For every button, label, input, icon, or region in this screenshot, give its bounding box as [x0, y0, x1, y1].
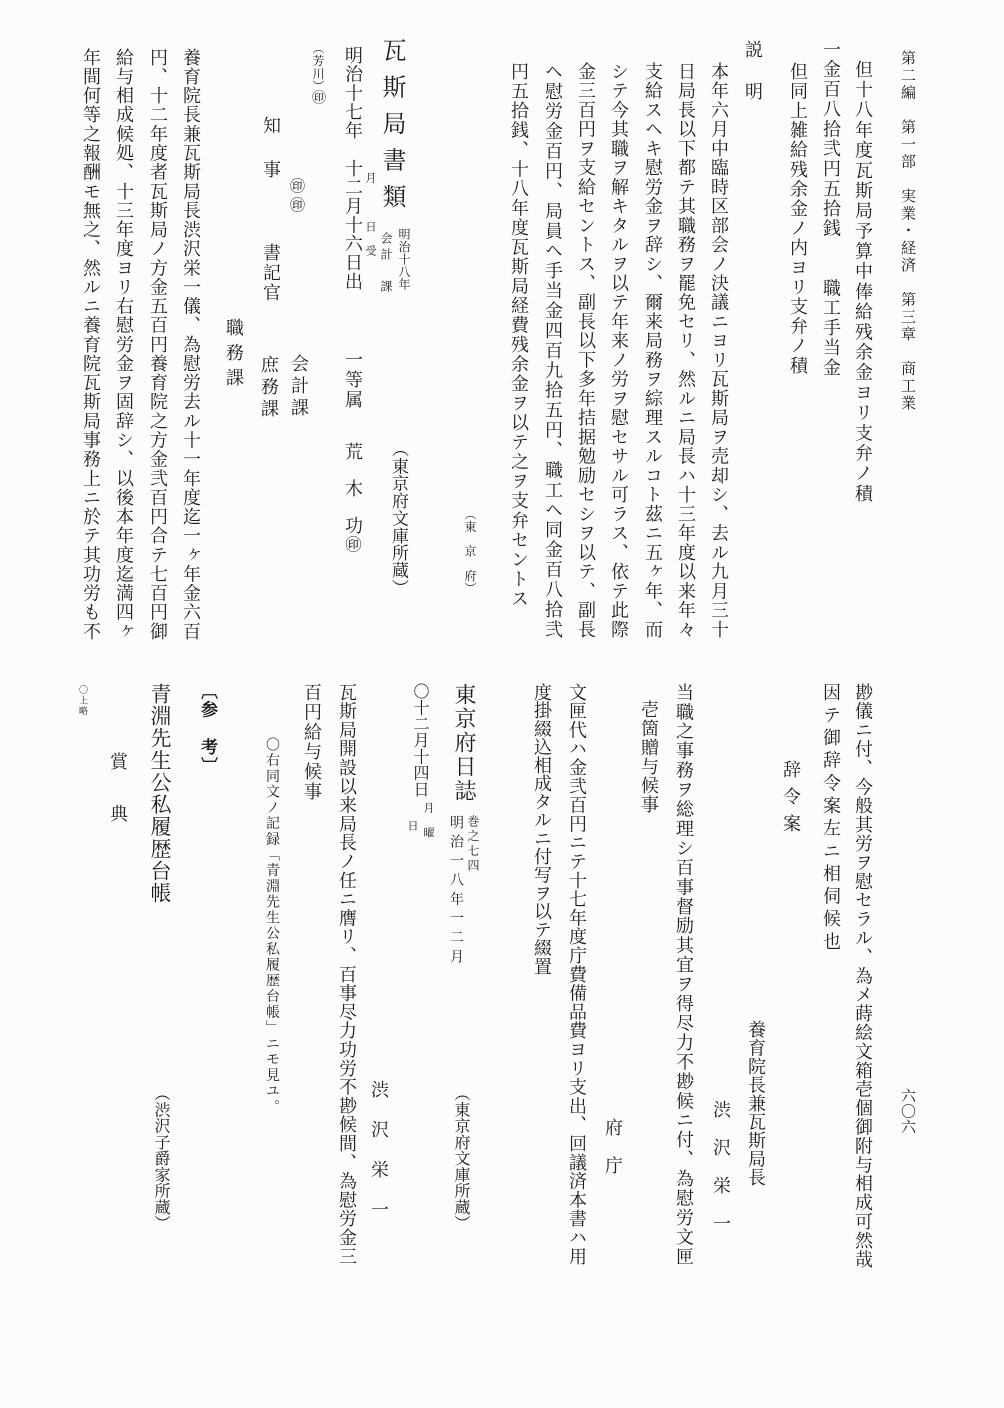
- cross-reference: 〇右同文ノ記録「青淵先生公私履歴台帳」ニモ見ユ。: [264, 737, 280, 1113]
- proviso-line-2: 但同上雑給残余金ノ内ヨリ支弁ノ積: [787, 62, 808, 374]
- explanation-line: 支給スヘキ慰労金ヲ辞シ、爾来局務ヲ綜理スルコト茲ニ五ヶ年、而: [642, 62, 663, 639]
- reference-source: （渋沢子爵家所蔵）: [152, 1085, 171, 1231]
- draft-body-line: 当職之事務ヲ総理シ百事督励其宜ヲ得尽力不尠候ニ付、為慰労文匣: [673, 683, 694, 1265]
- explanation-line: シテ今其職ヲ解キタルヲ以テ年来ノ労ヲ慰セサル可ラス、依テ此際: [608, 62, 629, 639]
- draft-body-line: 壱箇贈与候事: [638, 700, 659, 813]
- author-rank: 一等属: [342, 350, 363, 408]
- page-number: 六〇六: [899, 1088, 917, 1134]
- explanation-source: （東 京 府）: [463, 508, 477, 594]
- secretary-title: 書記官: [260, 243, 281, 301]
- governor-name: （芳川）: [311, 42, 325, 92]
- archive-source-upper: （東京府文庫所蔵）: [388, 440, 408, 596]
- draft-heading: 辞令案: [780, 760, 801, 832]
- note-line: 文匣代ハ金弐百円ニテ十七年度庁費備品費ヨリ支出、回議済本書ハ用: [566, 683, 587, 1265]
- gazette-entry-weekday: 日: [406, 820, 419, 831]
- author-name: 荒 木 功: [342, 442, 363, 534]
- reference-section: 賞 典: [107, 752, 128, 822]
- explanation-heading: 説 明: [742, 40, 763, 100]
- secretary-seals: ㊞㊞: [288, 178, 306, 212]
- memo-line: 円、十二年度者瓦斯局ノ方金五百円養育院之方金弐百円合テ七百円御: [147, 48, 168, 640]
- explanation-line: 円五拾銭、十八年度瓦斯局経費残余金ヲ以テ之ヲ支弁セントス: [508, 62, 529, 607]
- memo-line: 養育院長兼瓦斯局長渋沢栄一儀、為慰労去ル十一年度迄一ヶ年金六百: [180, 48, 201, 640]
- draft-issuer: 府 庁: [602, 1118, 623, 1174]
- reference-heading: 〔参 考〕: [197, 682, 217, 774]
- general-affairs-section: 庶務課: [258, 355, 279, 417]
- draft-name: 渋 沢 栄 一: [710, 1100, 731, 1232]
- explanation-line: ヘ慰労金百円、局員ヘ手当金四百九拾五円、職工ヘ同金百八拾弐: [542, 62, 563, 638]
- explanation-line: 金三百円ヲ支給セントス、副長以下多年拮据勉励セシヲ以テ、副長: [575, 62, 596, 639]
- gazette-entry-line: 百円給与候事: [301, 683, 322, 800]
- author-seal: ㊞: [343, 536, 362, 552]
- memo-line: 給与相成候処、十三年度ヨリ右慰労金ヲ固辞シ、以後本年度迄満四ヶ: [113, 48, 134, 640]
- document-title-note-section: 会計 課: [379, 232, 393, 292]
- gazette-entry-line: 瓦斯局開設以来局長ノ任ニ膺リ、百事尽力功労不尠候間、為慰労金三: [336, 683, 357, 1265]
- duties-section: 職務課: [223, 318, 244, 386]
- gazette-volume: 巻之七四: [466, 815, 480, 871]
- governor-seal: ㊞: [310, 90, 326, 104]
- accounting-section: 会計課: [288, 354, 309, 416]
- memo-line: 年間何等之報酬モ無之、然ルニ養育院瓦斯局事務上ニ於テ其功労も不: [80, 48, 101, 640]
- gazette-source: （東京府文庫所蔵）: [452, 1085, 471, 1231]
- note-line: 度掛綴込相成タルニ付写ヲ以テ綴置: [531, 683, 552, 975]
- document-title-note-year: 明治十八年: [397, 228, 411, 290]
- explanation-line: 日局長以下都テ其職務ヲ罷免セリ、然ルニ局長ハ十三年度以来年々: [675, 62, 696, 638]
- running-head: 第二編 第一部 実業・経済 第三章 商工業: [899, 50, 917, 410]
- sent-date: 明治十七年 十二月十六日出: [342, 46, 363, 290]
- proviso-line-1: 但十八年度瓦斯局予算中俸給残余金ヨリ支弁ノ積: [852, 60, 873, 502]
- explanation-line: 本年六月中臨時区部会ノ決議ニヨリ瓦斯局ヲ売却シ、去ル九月三十: [708, 62, 729, 638]
- draft-position: 養育院長兼瓦斯局長: [745, 1020, 766, 1186]
- item-line-2: 一金百八拾弐円五拾銭 職工手当金: [820, 40, 841, 376]
- governor-title: 知 事: [260, 116, 281, 178]
- gazette-date: 明治一八年一二月: [448, 815, 464, 963]
- continuation-line: 尠儀ニ付、今般其労ヲ慰セラル、為メ蒔絵文箱壱個御附与相成可然哉: [852, 683, 873, 1268]
- omission-note: 〇上略: [77, 685, 87, 715]
- document-title: 瓦斯局書類: [378, 38, 406, 208]
- continuation-line: 因テ御辞令案左ニ相伺候也: [820, 683, 841, 950]
- gazette-recipient: 渋 沢 栄 一: [368, 1080, 389, 1218]
- received-date: 月 日受: [364, 172, 377, 256]
- gazette-entry-weekday: 月曜: [422, 802, 435, 838]
- gazette-entry-date: 〇十二月十四日: [411, 683, 430, 797]
- reference-title: 青淵先生公私履歴台帳: [148, 683, 172, 903]
- gazette-title: 東京府日誌: [451, 683, 476, 801]
